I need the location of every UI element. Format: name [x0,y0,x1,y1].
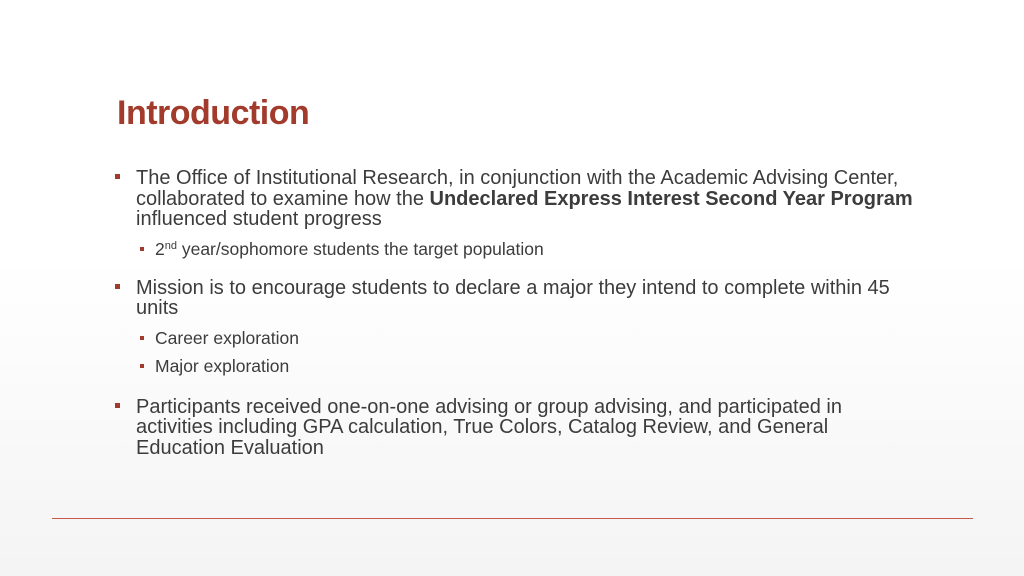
square-bullet-icon [115,284,120,289]
ordinal-suffix: nd [164,239,177,252]
square-bullet-icon [140,364,144,368]
bullet-bold-text: Undeclared Express Interest Second Year Program [429,187,913,210]
square-bullet-icon [115,403,120,408]
slide-title: Introduction [117,94,310,132]
bullet-item [115,278,915,319]
sub-bullet-item [115,328,915,348]
sub-bullet-text: Career exploration [155,327,299,348]
sub-bullet-item [115,356,915,376]
sub-bullet-text: Major exploration [155,355,290,376]
square-bullet-icon [115,174,120,179]
square-bullet-icon [140,247,144,251]
bullet-item [115,168,915,230]
sub-bullet-item [115,239,915,259]
bullet-text: The Office of Institutional Research, in conjunction with the Academic Advising Center, collaborated to examine how the [136,167,899,210]
footer-divider [52,518,973,519]
bullet-text: Participants received one-on-one advising or group advising, and participated in activities including GPA calculation, True Colors, Catalog Review, and General Education Evaluation [136,395,842,459]
bullet-text: influenced student progress [136,208,382,230]
sub-bullet-number: 2 [155,238,165,259]
sub-bullet-text: year/sophomore students the target population [176,238,544,259]
bullet-text: Mission is to encourage students to declare a major they intend to complete within 45 units [136,276,890,319]
slide-content [115,168,915,467]
bullet-item [115,397,915,459]
square-bullet-icon [140,336,144,340]
